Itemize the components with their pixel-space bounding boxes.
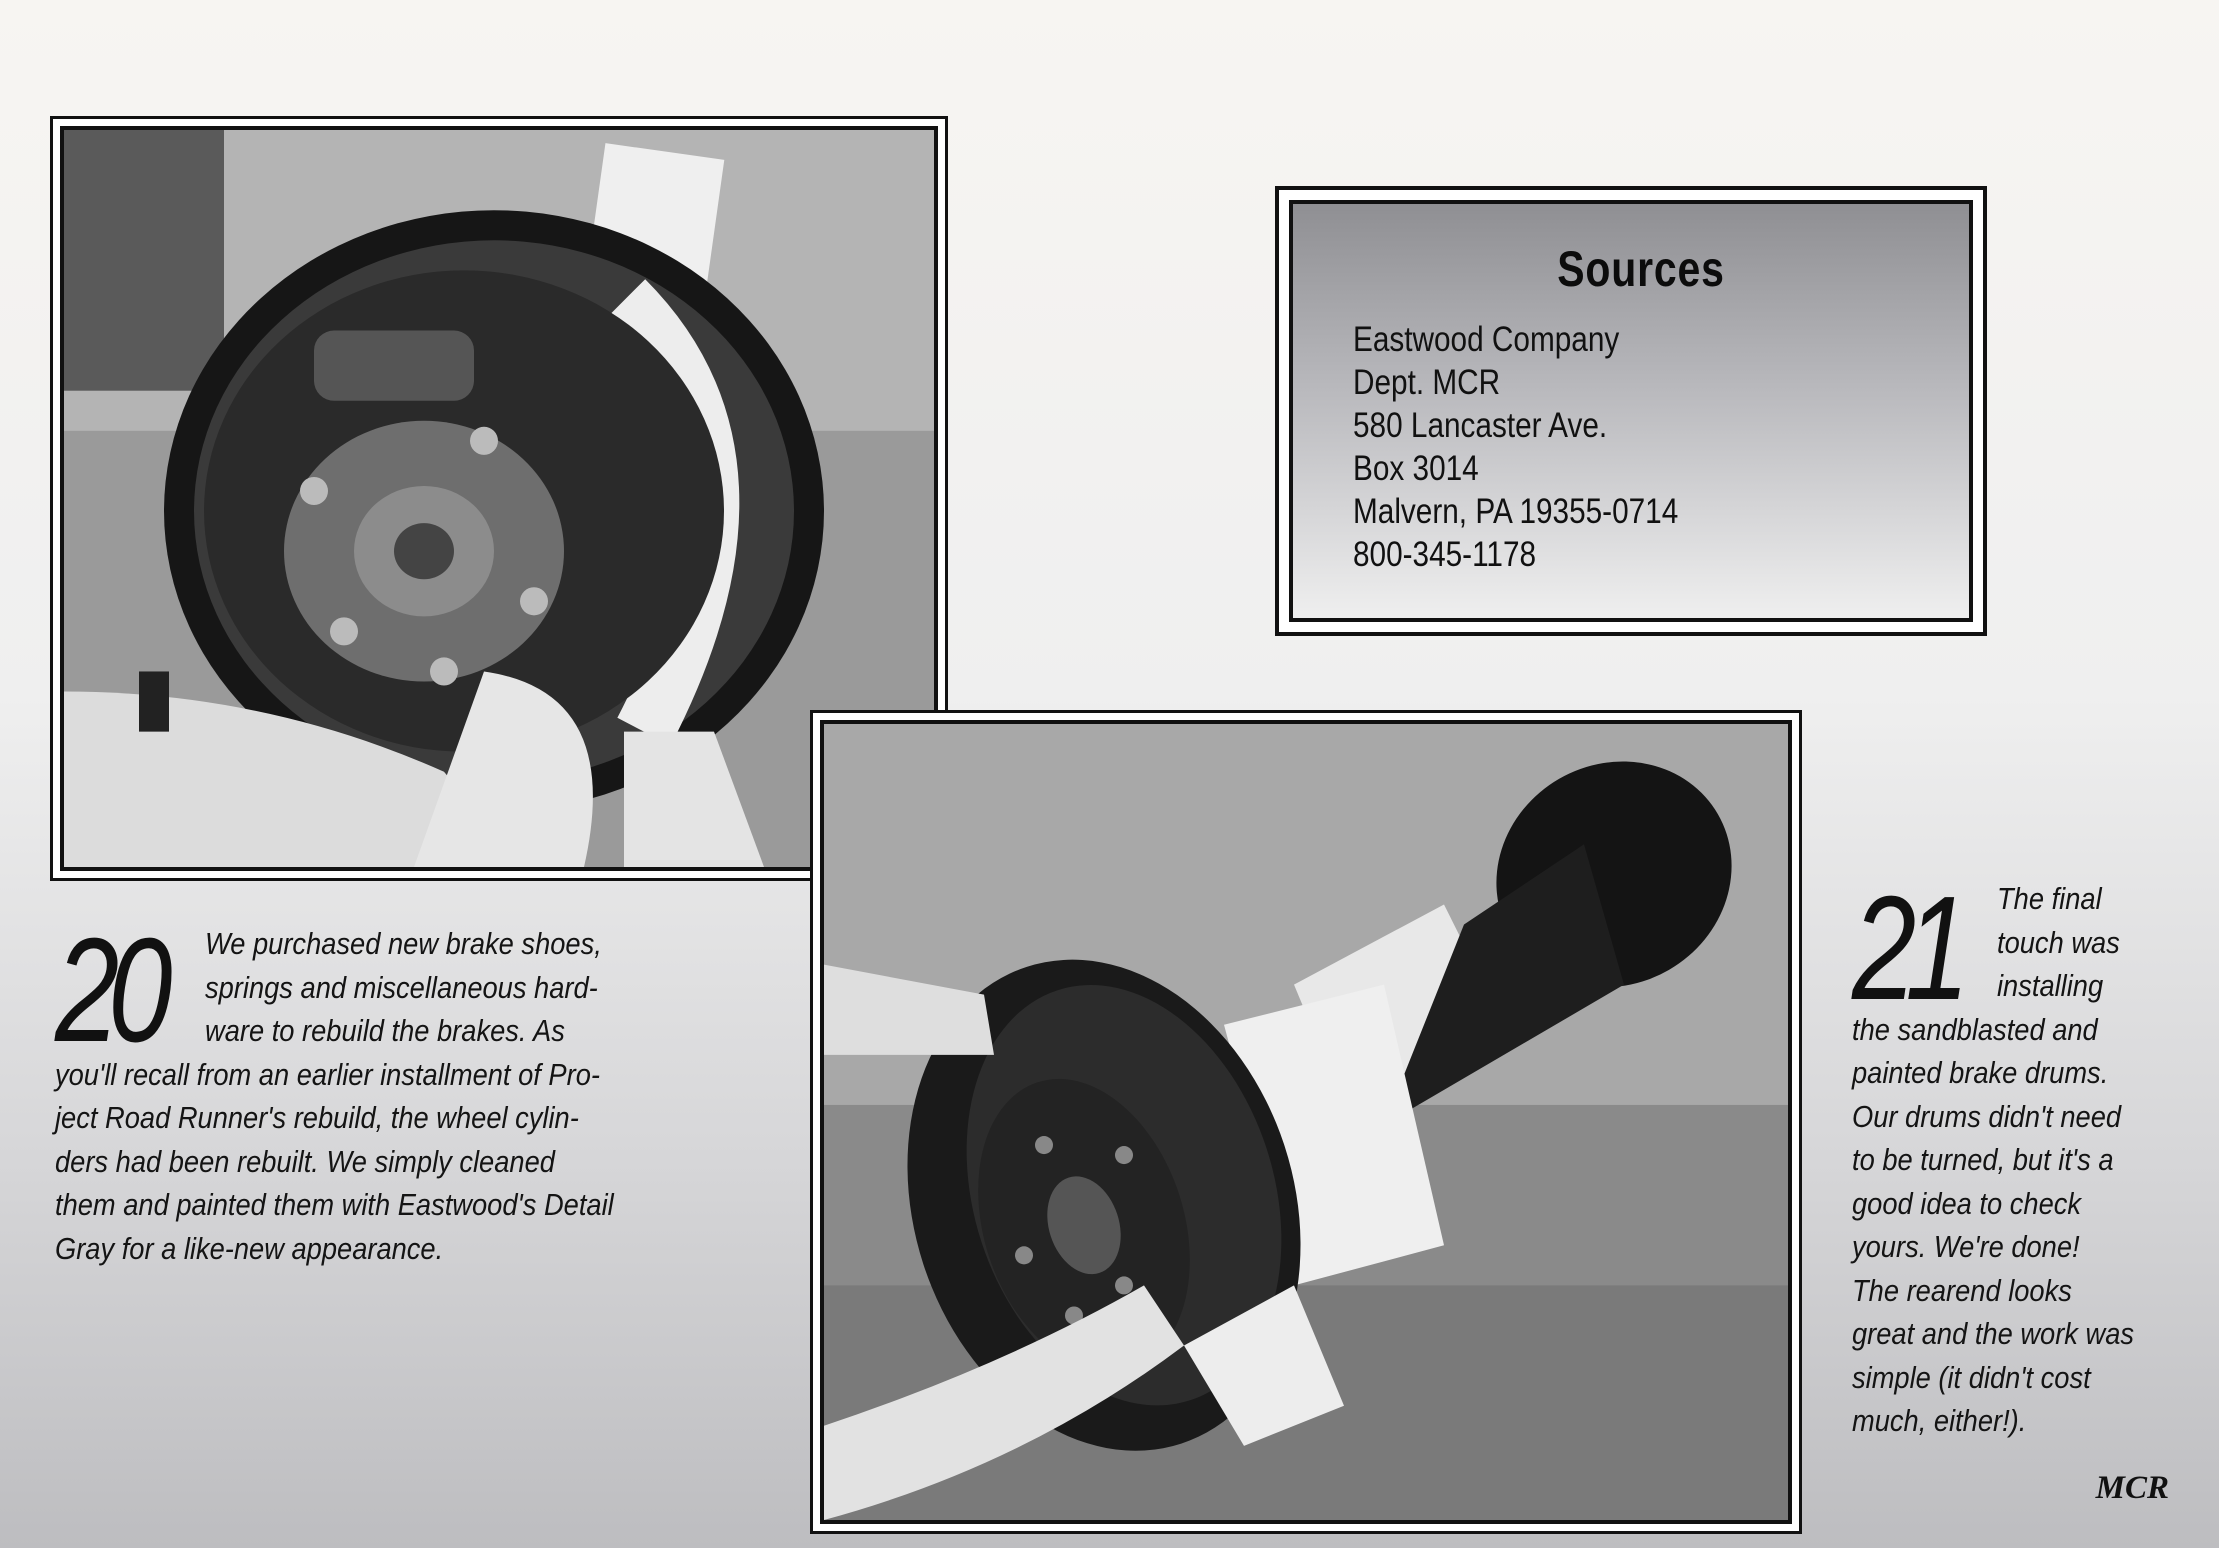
- photo-brake-drum-image: [820, 720, 1792, 1524]
- caption-20-line-4: you'll recall from an earlier installment of Pro-: [55, 1056, 600, 1092]
- sources-city: Malvern, PA 19355-0714: [1353, 492, 1679, 531]
- sources-box-inner: [1289, 200, 1973, 622]
- sources-box: [1275, 186, 1987, 636]
- caption-21-line-10: The rearend looks: [1852, 1272, 2072, 1308]
- caption-21-line-11: great and the work was: [1852, 1316, 2135, 1351]
- caption-21-line-2: touch was: [1997, 924, 2120, 960]
- caption-21-line-12: simple (it didn't cost: [1852, 1359, 2091, 1395]
- caption-21-line-13: much, either!).: [1852, 1403, 2027, 1438]
- caption-21-line-4: the sandblasted and: [1852, 1011, 2098, 1047]
- caption-21-line-8: good idea to check: [1852, 1185, 2082, 1221]
- caption-20-line-1: We purchased new brake shoes,: [205, 926, 602, 961]
- caption-step-20: [55, 908, 655, 1270]
- caption-20-line-7: them and painted them with Eastwood's Detail: [55, 1187, 614, 1222]
- sources-phone: 800-345-1178: [1353, 535, 1537, 574]
- photo-brake-drum: [810, 710, 1802, 1534]
- caption-20-line-6: ders had been rebuilt. We simply cleaned: [55, 1143, 555, 1179]
- caption-21-line-7: to be turned, but it's a: [1852, 1142, 2114, 1177]
- caption-step-21: [1852, 866, 2152, 1443]
- caption-21-line-1: The final: [1997, 881, 2102, 916]
- step-number-20: 20: [55, 908, 162, 1073]
- caption-20-line-3: ware to rebuild the brakes. As: [205, 1013, 565, 1048]
- caption-21-line-9: yours. We're done!: [1852, 1229, 2080, 1264]
- sources-box-number: Box 3014: [1353, 449, 1479, 488]
- sources-title: Sources: [1557, 241, 1725, 297]
- magazine-footer-mark: MCR: [2095, 1470, 2169, 1506]
- caption-20-line-8: Gray for a like-new appearance.: [55, 1230, 444, 1266]
- sources-street: 580 Lancaster Ave.: [1353, 406, 1608, 445]
- caption-21-line-5: painted brake drums.: [1852, 1055, 2109, 1090]
- caption-21-line-6: Our drums didn't need: [1852, 1098, 2122, 1134]
- sources-company: Eastwood Company: [1353, 320, 1620, 359]
- caption-20-line-5: ject Road Runner's rebuild, the wheel cylin-: [55, 1100, 579, 1135]
- caption-21-line-3: installing: [1997, 968, 2104, 1003]
- photo-brake-shoes-image: [60, 126, 938, 871]
- sources-dept: Dept. MCR: [1353, 363, 1501, 402]
- step-number-21: 21: [1852, 866, 1959, 1031]
- caption-20-line-2: springs and miscellaneous hard-: [205, 969, 598, 1005]
